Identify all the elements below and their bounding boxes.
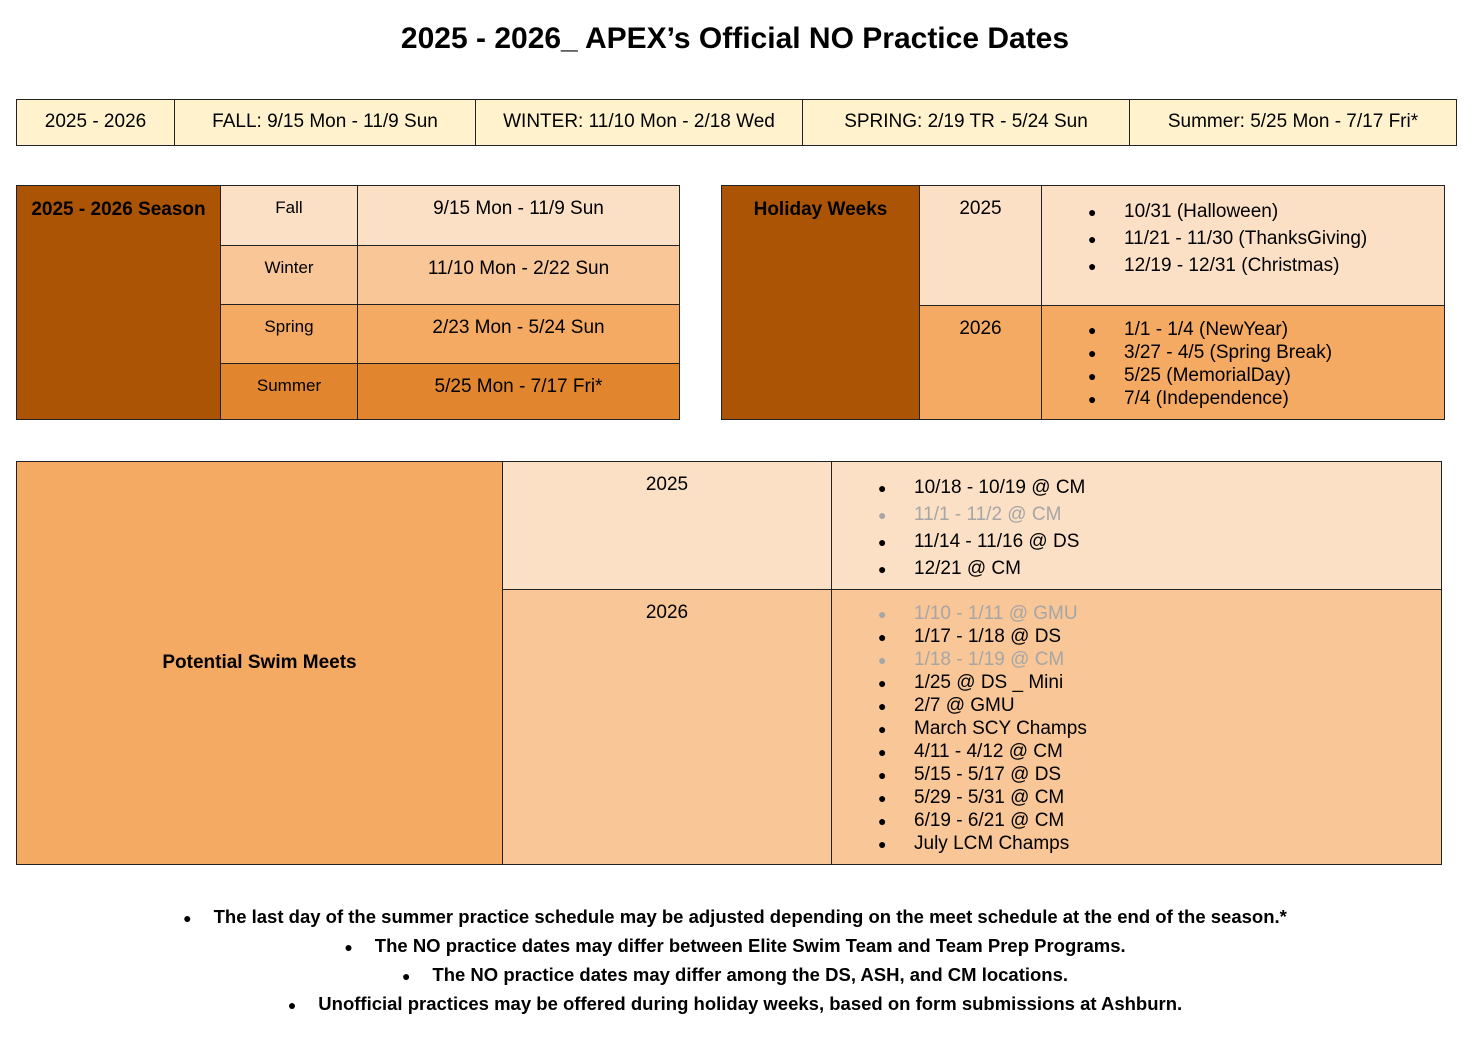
season-range-fall: 9/15 Mon - 11/9 Sun bbox=[357, 185, 680, 246]
list-item: ● 11/1 - 11/2 @ CM bbox=[878, 501, 1441, 528]
footnote-text: Unofficial practices may be offered during holiday weeks, based on form submissions at Ashburn. bbox=[318, 993, 1183, 1014]
footnote-text: The last day of the summer practice schedule may be adjusted depending on the meet schedule at the end of the season.* bbox=[213, 906, 1287, 927]
meets-year-2026: 2026 bbox=[502, 589, 832, 865]
bullet-icon: ● bbox=[287, 997, 297, 1013]
season-range-spring: 2/23 Mon - 5/24 Sun bbox=[357, 304, 680, 364]
holiday-header bbox=[721, 185, 920, 420]
list-item: ● 12/21 @ CM bbox=[878, 555, 1441, 582]
list-item: ● 5/15 - 5/17 @ DS bbox=[878, 763, 1441, 786]
list-item: ● 7/4 (Independence) bbox=[1088, 387, 1444, 410]
bullet-icon: ● bbox=[344, 939, 353, 955]
season-range-summer: 5/25 Mon - 7/17 Fri* bbox=[357, 363, 680, 420]
footnote-text: The NO practice dates may differ between Elite Swim Team and Team Prep Programs. bbox=[374, 935, 1126, 956]
bullet-icon: ● bbox=[401, 968, 411, 984]
season-label-winter: Winter bbox=[220, 245, 358, 305]
meets-list-2026 bbox=[831, 589, 1442, 865]
season-header bbox=[16, 185, 221, 420]
season-header-text: 2025 - 2026 Season bbox=[31, 199, 206, 220]
footnote bbox=[0, 932, 1470, 961]
season-range-winter: 11/10 Mon - 2/22 Sun bbox=[357, 245, 680, 305]
list-item: ● July LCM Champs bbox=[878, 832, 1441, 855]
list-item: ● 1/1 - 1/4 (NewYear) bbox=[1088, 318, 1444, 341]
strip-cell-fall: FALL: 9/15 Mon - 11/9 Sun bbox=[174, 99, 476, 146]
list-item: ● 1/10 - 1/11 @ GMU bbox=[878, 602, 1441, 625]
page-title: 2025 - 2026_ APEX’s Official NO Practice Dates bbox=[400, 22, 1070, 55]
footnote-text: The NO practice dates may differ among the DS, ASH, and CM locations. bbox=[432, 964, 1069, 985]
season-label-spring: Spring bbox=[220, 304, 358, 364]
list-item: ● 5/25 (MemorialDay) bbox=[1088, 364, 1444, 387]
list-item: ● 1/25 @ DS _ Mini bbox=[878, 671, 1441, 694]
strip-cell-summer: Summer: 5/25 Mon - 7/17 Fri* bbox=[1129, 99, 1457, 146]
holiday-list-2025 bbox=[1041, 185, 1445, 306]
list-item: ● 12/19 - 12/31 (Christmas) bbox=[1088, 252, 1444, 279]
list-item: ● 10/18 - 10/19 @ CM bbox=[878, 474, 1441, 501]
footnote bbox=[0, 903, 1470, 932]
list-item: ● 11/14 - 11/16 @ DS bbox=[878, 528, 1441, 555]
season-label-fall: Fall bbox=[220, 185, 358, 246]
list-item: ● March SCY Champs bbox=[878, 717, 1441, 740]
list-item: ● 3/27 - 4/5 (Spring Break) bbox=[1088, 341, 1444, 364]
holiday-list-2026 bbox=[1041, 305, 1445, 420]
meets-header bbox=[16, 461, 503, 865]
meets-header-text: Potential Swim Meets bbox=[162, 652, 357, 673]
list-item: ● 6/19 - 6/21 @ CM bbox=[878, 809, 1441, 832]
list-item: ● 10/31 (Halloween) bbox=[1088, 198, 1444, 225]
holiday-header-text: Holiday Weeks bbox=[753, 199, 888, 220]
strip-cell-winter: WINTER: 11/10 Mon - 2/18 Wed bbox=[475, 99, 803, 146]
holiday-year-2026: 2026 bbox=[919, 305, 1042, 420]
meets-list-2025 bbox=[831, 461, 1442, 590]
list-item: ● 1/17 - 1/18 @ DS bbox=[878, 625, 1441, 648]
strip-cell-spring: SPRING: 2/19 TR - 5/24 Sun bbox=[802, 99, 1130, 146]
strip-cell-year: 2025 - 2026 bbox=[16, 99, 175, 146]
list-item: ● 1/18 - 1/19 @ CM bbox=[878, 648, 1441, 671]
list-item: ● 11/21 - 11/30 (ThanksGiving) bbox=[1088, 225, 1444, 252]
footnote bbox=[0, 961, 1470, 990]
footnote bbox=[0, 990, 1470, 1019]
list-item: ● 5/29 - 5/31 @ CM bbox=[878, 786, 1441, 809]
season-label-summer: Summer bbox=[220, 363, 358, 420]
bullet-icon: ● bbox=[183, 910, 192, 926]
holiday-year-2025: 2025 bbox=[919, 185, 1042, 306]
list-item: ● 4/11 - 4/12 @ CM bbox=[878, 740, 1441, 763]
list-item: ● 2/7 @ GMU bbox=[878, 694, 1441, 717]
footnotes bbox=[0, 903, 1470, 1019]
meets-year-2025: 2025 bbox=[502, 461, 832, 590]
